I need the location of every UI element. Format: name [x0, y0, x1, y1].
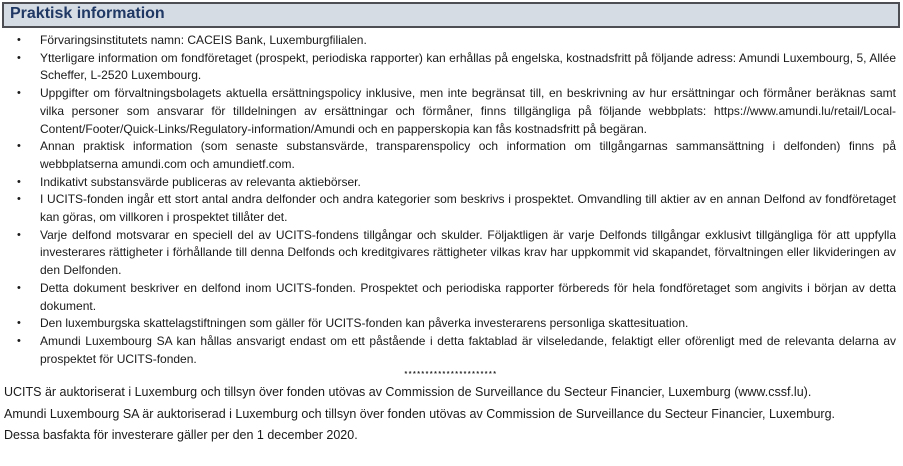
list-item — [12, 191, 896, 226]
bullet-icon: • — [17, 34, 21, 46]
bullet-text: Detta dokument beskriver en delfond inom UCITS-fonden. Prospektet och periodiska rapporter förbereds för hela fondföretaget som angivits i början av detta dokument. — [40, 280, 896, 313]
bullet-icon: • — [17, 228, 21, 241]
footer-block — [4, 382, 898, 447]
bullet-icon: • — [17, 281, 21, 294]
bullet-icon: • — [17, 175, 21, 188]
footer-line-amundi-authorisation: Amundi Luxembourg SA är auktoriserad i Luxemburg och tillsyn över fonden utövas av Commission de Surveillance du Secteur Financier, Luxemburg. — [4, 406, 835, 421]
list-item — [12, 315, 896, 333]
bullet-text: Uppgifter om förvaltningsbolagets aktuella ersättningspolicy inklusive, men inte begränsat till, en beskrivning av hur ersättningar och förmåner beräknas samt vilka personer som ansvarar för tilldelningen av ersättningar och förmåner, finns tillgängliga på följande webbplats: https://www.amundi.lu/retail/Local-Content/Footer/Quick-Links/Regulatory-information/Amundi och en papperskopia kan fås kostnadsfritt på begäran. — [40, 86, 896, 136]
section-title: Praktisk information — [10, 5, 165, 22]
list-item — [12, 138, 896, 173]
bullet-icon: • — [17, 334, 21, 347]
section-header — [2, 2, 900, 28]
list-item — [12, 174, 896, 192]
bullet-icon: • — [17, 140, 21, 153]
bullet-text: Varje delfond motsvarar en speciell del av UCITS-fondens tillgångar och skulder. Följaktligen är varje Delfonds tillgångar exklusivt tillgängliga för att uppfylla investerares rättigheter i förhållande till denna Delfonds och kreditgivares rättigheter vilkas krav har uppkommit vid skapandet, förvaltningen eller likvideringen av den Delfonden. — [40, 227, 896, 278]
bullet-text: Ytterligare information om fondföretaget (prospekt, periodiska rapporter) kan erhållas på engelska, kostnadsfritt på följande adress: Amundi Luxembourg, 5, Allée Scheffer, L-2520 Luxembourg. — [40, 50, 896, 83]
list-item — [12, 32, 896, 50]
bullet-text: Indikativt substansvärde publiceras av relevanta aktiebörser. — [40, 174, 361, 189]
bullet-text: I UCITS-fonden ingår ett stort antal andra delfonder och andra kategorier som beskrivs i prospektet. Omvandling till aktier av en annan Delfond av fondföretaget kan göras, om villkoren i prospektet tillåter det. — [40, 192, 896, 225]
list-item — [12, 50, 896, 85]
asterisk-separator: ********************** — [404, 371, 498, 379]
bullet-text: Den luxemburgska skattelagstiftningen som gäller för UCITS-fonden kan påverka investerarens personliga skattesituation. — [40, 316, 689, 331]
bullet-icon: • — [17, 51, 21, 64]
bullet-icon: • — [17, 317, 21, 330]
bullet-text: Annan praktisk information (som senaste substansvärde, transparenspolicy och information om tillgångarnas sammansättning i delfonden) finns på webbplatserna amundi.com och amundietf.com. — [40, 139, 896, 171]
list-item — [12, 85, 896, 138]
bullet-icon: • — [17, 193, 21, 206]
bullet-list — [12, 32, 896, 368]
bullet-text: Amundi Luxembourg SA kan hållas ansvarigt endast om ett påstående i detta faktablad är vilseledande, felaktigt eller oförenligt med de relevanta delarna av prospektet för UCITS-fonden. — [40, 333, 896, 366]
bullet-icon: • — [17, 87, 21, 100]
list-item — [12, 280, 896, 315]
list-item — [12, 333, 896, 368]
list-item — [12, 227, 896, 280]
footer-line-ucits-authorisation: UCITS är auktoriserat i Luxemburg och tillsyn över fonden utövas av Commission de Surveillance du Secteur Financier, Luxemburg (www.cssf.lu). — [4, 385, 812, 400]
footer-line-validity-date: Dessa basfakta för investerare gäller per den 1 december 2020. — [4, 428, 358, 443]
bullet-text: Förvaringsinstitutets namn: CACEIS Bank, Luxemburgfilialen. — [40, 33, 367, 47]
